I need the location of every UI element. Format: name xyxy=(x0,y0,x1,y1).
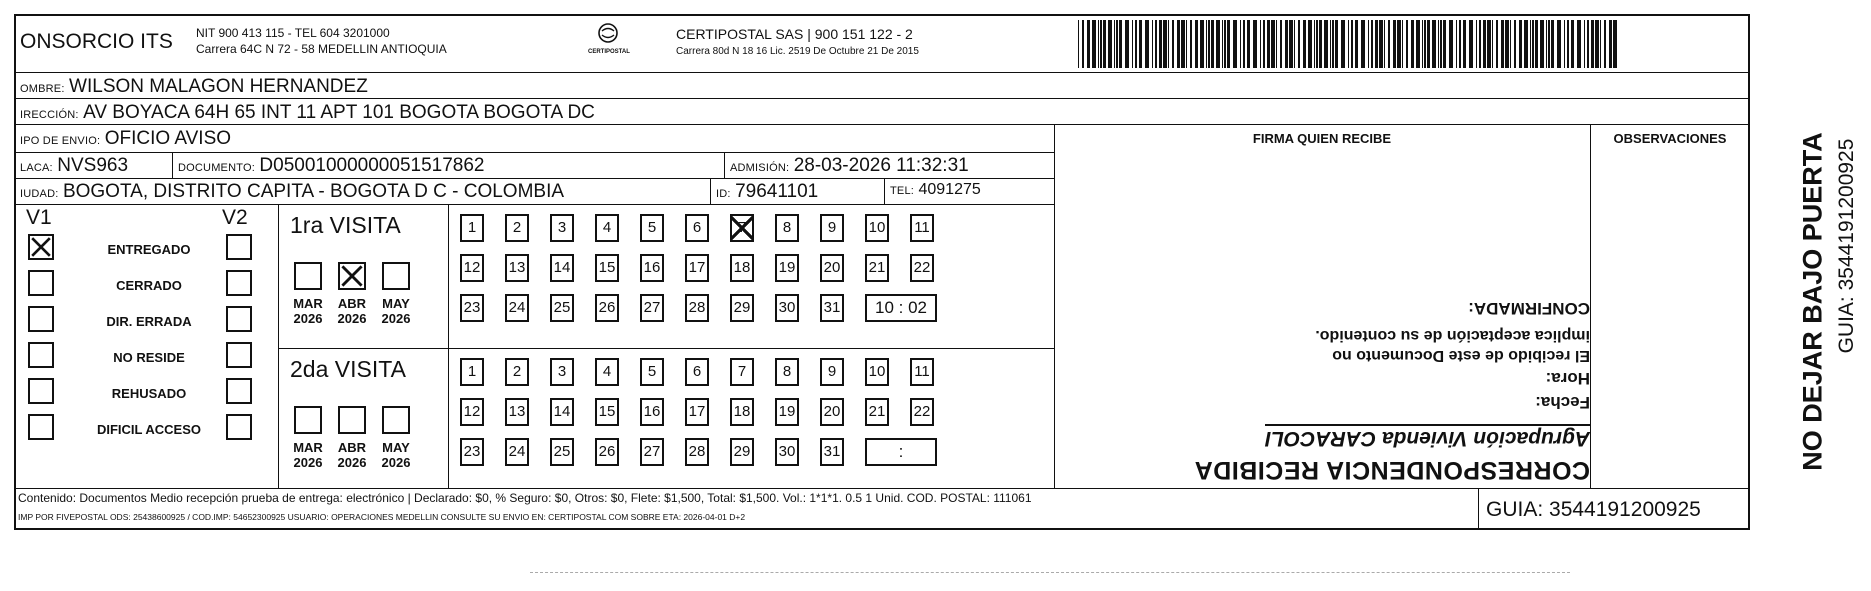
visita2-title: 2da VISITA xyxy=(290,356,406,382)
month-label xyxy=(378,440,414,470)
month-year: 2026 xyxy=(337,455,367,470)
day-box[interactable]: 15 xyxy=(595,254,619,282)
day-box[interactable]: 3 xyxy=(550,214,574,242)
barcode-bar xyxy=(1271,20,1275,68)
barcode-bar xyxy=(1172,20,1174,68)
day-box[interactable]: 23 xyxy=(460,294,484,322)
barcode-bar xyxy=(1397,20,1401,68)
barcode-bar xyxy=(1152,20,1153,68)
barcode-bar xyxy=(1510,20,1511,68)
barcode-bar xyxy=(1240,20,1241,68)
barcode-bar xyxy=(1087,20,1090,68)
barcode-bar xyxy=(1540,20,1544,68)
barcode-bar xyxy=(1303,20,1306,68)
day-box[interactable]: 11 xyxy=(910,358,934,386)
barcode-bar xyxy=(1595,20,1599,68)
stamp-note2: implica aceptación de su contenido. xyxy=(1315,327,1590,344)
barcode-bar xyxy=(1243,20,1245,68)
v1-checkbox[interactable] xyxy=(28,306,54,332)
month-year: 2026 xyxy=(293,311,323,326)
barcode-bar xyxy=(1476,20,1477,68)
day-box[interactable]: 22 xyxy=(910,398,934,426)
placa-row xyxy=(20,155,128,177)
month-checkbox[interactable] xyxy=(338,406,366,434)
footer-guia: GUIA: 3544191200925 xyxy=(1486,498,1701,521)
barcode-bar xyxy=(1100,20,1102,68)
company-nit: NIT 900 413 115 - TEL 604 3201000 xyxy=(196,26,390,40)
barcode-bar xyxy=(1159,20,1162,68)
day-box[interactable]: 9 xyxy=(820,214,844,242)
day-box[interactable]: 1 xyxy=(460,358,484,386)
nombre-value: WILSON MALAGON HERNANDEZ xyxy=(69,76,368,97)
barcode-bar xyxy=(1432,20,1436,68)
day-box[interactable]: 30 xyxy=(775,294,799,322)
status-label: ENTREGADO xyxy=(107,242,191,257)
day-box[interactable]: 5 xyxy=(640,358,664,386)
id-row xyxy=(716,181,818,203)
barcode-bar xyxy=(1505,20,1509,68)
documento-row xyxy=(178,155,484,177)
barcode-bar xyxy=(1577,20,1581,68)
tipo-envio-row xyxy=(20,128,231,150)
placa-value: NVS963 xyxy=(57,155,129,176)
barcode-bar xyxy=(1319,20,1322,68)
barcode-bar xyxy=(1492,20,1493,68)
barcode-bar xyxy=(1411,20,1414,68)
month-label xyxy=(290,440,326,470)
day-box[interactable]: 24 xyxy=(505,438,529,466)
tipo-envio-value: OFICIO AVISO xyxy=(104,128,232,149)
tear-line xyxy=(530,572,1570,573)
day-box[interactable]: 13 xyxy=(505,398,529,426)
day-box[interactable]: 10 xyxy=(865,358,889,386)
barcode-bar xyxy=(1263,20,1265,68)
barcode-bar xyxy=(1260,20,1261,68)
barcode-bar xyxy=(1332,20,1334,68)
day-box[interactable]: 26 xyxy=(595,438,619,466)
barcode-bar xyxy=(1424,20,1426,68)
month-name: MAY xyxy=(382,296,410,311)
barcode-bar xyxy=(1177,20,1180,68)
day-box[interactable]: 14 xyxy=(550,254,574,282)
barcode-bar xyxy=(1324,20,1328,68)
barcode-bar xyxy=(1496,20,1498,68)
barcode-bar xyxy=(1181,20,1185,68)
no-dejar-bajo-puerta: NO DEJAR BAJO PUERTA xyxy=(1797,132,1828,471)
day-box[interactable]: 16 xyxy=(640,254,664,282)
day-box[interactable]: 4 xyxy=(595,214,619,242)
barcode-bar xyxy=(1078,20,1079,68)
month-year: 2026 xyxy=(293,455,323,470)
ciudad-row xyxy=(20,181,564,203)
v2-checkbox[interactable] xyxy=(226,270,252,296)
barcode-bar xyxy=(1227,20,1230,68)
day-box[interactable]: 29 xyxy=(730,294,754,322)
month-checkbox[interactable] xyxy=(294,406,322,434)
observaciones-header: OBSERVACIONES xyxy=(1613,131,1727,146)
month-name: ABR xyxy=(337,440,367,455)
barcode-bar xyxy=(1195,20,1198,68)
status-label: DIFICIL ACCESO xyxy=(96,422,201,437)
time-box[interactable]: 10 : 02 xyxy=(865,294,937,322)
month-year: 2026 xyxy=(337,311,367,326)
certipostal-logo xyxy=(588,22,628,55)
day-box[interactable]: 12 xyxy=(460,398,484,426)
barcode-bar xyxy=(1524,20,1528,68)
day-box[interactable]: 4 xyxy=(595,358,619,386)
day-box[interactable]: 8 xyxy=(775,214,799,242)
barcode-bar xyxy=(1443,20,1446,68)
courier-name: CERTIPOSTAL SAS | 900 151 122 - 2 xyxy=(676,26,913,42)
barcode-bar xyxy=(1294,20,1295,68)
barcode-bar xyxy=(1440,20,1442,68)
barcode-bar xyxy=(1224,20,1226,68)
stamp-title: CORRESPONDENCIA RECIBIDA xyxy=(1194,456,1590,484)
barcode-bar xyxy=(1119,20,1122,68)
time-box[interactable]: : xyxy=(865,438,937,466)
month-checkbox[interactable] xyxy=(338,262,366,290)
barcode-bar xyxy=(1551,20,1554,68)
nombre-label: OMBRE: xyxy=(20,83,65,95)
barcode-bar xyxy=(1125,20,1129,68)
day-box[interactable]: 25 xyxy=(550,294,574,322)
id-label: ID: xyxy=(716,188,731,200)
barcode-bar xyxy=(1371,20,1373,68)
v1-checkbox[interactable] xyxy=(28,378,54,404)
barcode-bar xyxy=(1316,20,1318,68)
v1-checkbox[interactable] xyxy=(28,234,54,260)
barcode-bar xyxy=(1483,20,1486,68)
firma-header: FIRMA QUIEN RECIBE xyxy=(1252,131,1392,146)
day-box[interactable]: 11 xyxy=(910,214,934,242)
barcode-bar xyxy=(1546,20,1547,68)
barcode-bar xyxy=(1145,20,1149,68)
barcode-bar xyxy=(1247,20,1250,68)
visita1-title: 1ra VISITA xyxy=(290,212,401,238)
barcode-bar xyxy=(1402,20,1403,68)
barcode-bar xyxy=(1314,20,1315,68)
day-box[interactable]: 17 xyxy=(685,398,709,426)
day-box[interactable]: 21 xyxy=(865,398,889,426)
placa-label: LACA: xyxy=(20,162,53,174)
day-box[interactable]: 27 xyxy=(640,438,664,466)
barcode-bar xyxy=(1098,20,1099,68)
barcode-bar xyxy=(1384,20,1385,68)
barcode-bar xyxy=(1368,20,1369,68)
month-name: ABR xyxy=(337,296,367,311)
barcode-bar xyxy=(1469,20,1473,68)
barcode-bar xyxy=(1163,20,1167,68)
admision-value: 28-03-2026 11:32:31 xyxy=(793,155,969,176)
v2-checkbox[interactable] xyxy=(226,306,252,332)
month-checkbox[interactable] xyxy=(294,262,322,290)
barcode-bar xyxy=(1532,20,1534,68)
stamp-fecha: Fecha: xyxy=(1535,393,1590,412)
month-name: MAR xyxy=(293,296,323,311)
status-label: DIR. ERRADA xyxy=(106,314,192,329)
barcode-bar xyxy=(1388,20,1390,68)
day-box[interactable]: 7 xyxy=(730,358,754,386)
stamp-note1: El recibido de este Documento no xyxy=(1332,347,1590,364)
tel-value: 4091275 xyxy=(918,181,981,198)
day-box[interactable]: 9 xyxy=(820,358,844,386)
barcode-bar xyxy=(1190,20,1192,68)
barcode-bar xyxy=(1289,20,1293,68)
barcode-bar xyxy=(1298,20,1300,68)
barcode-bar xyxy=(1092,20,1096,68)
barcode-bar xyxy=(1567,20,1569,68)
documento-label: DOCUMENTO: xyxy=(178,162,255,174)
barcode-bar xyxy=(1211,20,1214,68)
direccion-label: IRECCIÓN: xyxy=(20,109,79,121)
barcode-bar xyxy=(1587,20,1589,68)
stamp-company: Agrupación Vivienda CARACOLI xyxy=(1265,424,1590,450)
day-box[interactable]: 21 xyxy=(865,254,889,282)
courier-address: Carrera 80d N 18 16 Lic. 2519 De Octubre 21 De 2015 xyxy=(676,46,919,57)
barcode xyxy=(1078,20,1618,68)
barcode-bar xyxy=(1253,20,1257,68)
v2-label: V2 xyxy=(222,206,248,229)
v2-checkbox[interactable] xyxy=(226,378,252,404)
barcode-bar xyxy=(1348,20,1349,68)
admision-row xyxy=(730,155,969,177)
barcode-bar xyxy=(1604,20,1606,68)
nombre-row xyxy=(20,76,368,98)
reception-stamp xyxy=(1070,292,1590,484)
barcode-bar xyxy=(1479,20,1481,68)
status-label: CERRADO xyxy=(116,278,182,293)
barcode-bar xyxy=(1514,20,1516,68)
barcode-bar xyxy=(1285,20,1288,68)
documento-value: D05001000000051517862 xyxy=(259,155,485,176)
day-box[interactable]: 23 xyxy=(460,438,484,466)
day-box[interactable]: 2 xyxy=(505,358,529,386)
day-box[interactable]: 15 xyxy=(595,398,619,426)
barcode-bar xyxy=(1375,20,1378,68)
barcode-bar xyxy=(1351,20,1353,68)
month-label xyxy=(334,440,370,470)
month-name: MAY xyxy=(382,440,410,455)
barcode-bar xyxy=(1216,20,1220,68)
ciudad-label: IUDAD: xyxy=(20,188,59,200)
day-box[interactable]: 24 xyxy=(505,294,529,322)
barcode-bar xyxy=(1330,20,1331,68)
day-box[interactable]: 30 xyxy=(775,438,799,466)
barcode-bar xyxy=(1361,20,1365,68)
v1-checkbox[interactable] xyxy=(28,414,54,440)
day-box[interactable]: 5 xyxy=(640,214,664,242)
barcode-bar xyxy=(1438,20,1439,68)
logo-caption: CERTIPOSTAL xyxy=(588,49,630,55)
barcode-bar xyxy=(1501,20,1504,68)
barcode-bar xyxy=(1208,20,1210,68)
month-checkbox[interactable] xyxy=(382,262,410,290)
barcode-bar xyxy=(1168,20,1169,68)
day-box[interactable]: 28 xyxy=(685,294,709,322)
barcode-bar xyxy=(1406,20,1408,68)
day-box[interactable]: 2 xyxy=(505,214,529,242)
direccion-row xyxy=(20,102,595,124)
day-box[interactable] xyxy=(730,214,754,242)
day-box[interactable]: 19 xyxy=(775,398,799,426)
barcode-bar xyxy=(1308,20,1312,68)
side-guia-text: GUIA: 3544191200925 xyxy=(1835,138,1858,354)
certipostal-logo-icon xyxy=(595,22,621,44)
day-box[interactable]: 28 xyxy=(685,438,709,466)
direccion-value: AV BOYACA 64H 65 INT 11 APT 101 BOGOTA BOGOTA DC xyxy=(83,102,595,123)
barcode-bar xyxy=(1609,20,1612,68)
day-box[interactable]: 27 xyxy=(640,294,664,322)
tel-row xyxy=(890,181,981,199)
barcode-bar xyxy=(1557,20,1561,68)
barcode-bar xyxy=(1267,20,1270,68)
barcode-bar xyxy=(1564,20,1565,68)
month-label xyxy=(334,296,370,326)
barcode-bar xyxy=(1456,20,1457,68)
day-box[interactable]: 22 xyxy=(910,254,934,282)
footer-contenido: Contenido: Documentos Medio recepción prueba de entrega: electrónico | Declarado: $0, % Seguro: $0, Otros: $0, Flete: $1,500, Total: $1,500. Vol.: 1*1*1. 0.5 1 Unid. COD. POSTAL: 111061 xyxy=(18,491,1032,505)
barcode-bar xyxy=(1132,20,1133,68)
barcode-bar xyxy=(1206,20,1207,68)
barcode-bar xyxy=(1427,20,1430,68)
barcode-bar xyxy=(1393,20,1396,68)
id-value: 79641101 xyxy=(735,181,819,202)
day-box[interactable]: 14 xyxy=(550,398,574,426)
company-name: ONSORCIO ITS xyxy=(20,30,173,53)
day-box[interactable]: 17 xyxy=(685,254,709,282)
day-box[interactable]: 16 xyxy=(640,398,664,426)
status-label: REHUSADO xyxy=(111,386,187,401)
day-box[interactable]: 6 xyxy=(685,214,709,242)
barcode-bar xyxy=(1155,20,1157,68)
day-box[interactable]: 12 xyxy=(460,254,484,282)
barcode-bar xyxy=(1186,20,1187,68)
month-label xyxy=(378,296,414,326)
ciudad-value: BOGOTA, DISTRITO CAPITA - BOGOTA D C - COLOMBIA xyxy=(62,181,565,202)
tel-label: TEL: xyxy=(890,185,915,197)
barcode-bar xyxy=(1341,20,1345,68)
v2-checkbox[interactable] xyxy=(226,414,252,440)
barcode-bar xyxy=(1487,20,1491,68)
day-box[interactable]: 18 xyxy=(730,398,754,426)
barcode-bar xyxy=(1591,20,1594,68)
day-box[interactable]: 19 xyxy=(775,254,799,282)
barcode-bar xyxy=(1571,20,1574,68)
day-box[interactable]: 1 xyxy=(460,214,484,242)
status-label: NO RESIDE xyxy=(113,350,185,365)
day-box[interactable]: 31 xyxy=(820,294,844,322)
month-name: MAR xyxy=(293,440,323,455)
barcode-bar xyxy=(1584,20,1585,68)
barcode-bar xyxy=(1280,20,1282,68)
barcode-bar xyxy=(1379,20,1383,68)
day-box[interactable]: 26 xyxy=(595,294,619,322)
barcode-bar xyxy=(1135,20,1137,68)
admision-label: ADMISIÓN: xyxy=(730,162,790,174)
barcode-bar xyxy=(1519,20,1522,68)
month-year: 2026 xyxy=(381,311,411,326)
day-box[interactable]: 29 xyxy=(730,438,754,466)
v2-checkbox[interactable] xyxy=(226,342,252,368)
barcode-bar xyxy=(1139,20,1142,68)
day-box[interactable]: 20 xyxy=(820,254,844,282)
month-year: 2026 xyxy=(381,455,411,470)
barcode-bar xyxy=(1459,20,1461,68)
day-box[interactable]: 3 xyxy=(550,358,574,386)
v1-checkbox[interactable] xyxy=(28,270,54,296)
barcode-bar xyxy=(1416,20,1420,68)
day-number: 7 xyxy=(737,219,747,236)
barcode-bar xyxy=(1108,20,1112,68)
barcode-bar xyxy=(1548,20,1550,68)
barcode-bar xyxy=(1449,20,1453,68)
v1-label: V1 xyxy=(26,206,52,229)
barcode-bar xyxy=(1535,20,1538,68)
day-box[interactable]: 6 xyxy=(685,358,709,386)
company-address: Carrera 64C N 72 - 58 MEDELLIN ANTIOQUIA xyxy=(196,42,447,56)
tipo-envio-label: IPO DE ENVIO: xyxy=(20,135,101,147)
day-box[interactable]: 31 xyxy=(820,438,844,466)
stamp-confirmada: CONFIRMADA: xyxy=(1468,299,1590,318)
barcode-bar xyxy=(1103,20,1106,68)
barcode-bar xyxy=(1600,20,1601,68)
day-box[interactable]: 13 xyxy=(505,254,529,282)
barcode-bar xyxy=(1463,20,1466,68)
barcode-bar xyxy=(1422,20,1423,68)
day-box[interactable]: 8 xyxy=(775,358,799,386)
day-box[interactable]: 25 xyxy=(550,438,574,466)
barcode-bar xyxy=(1200,20,1204,68)
stamp-hora: Hora: xyxy=(1545,369,1590,388)
barcode-bar xyxy=(1530,20,1531,68)
day-box[interactable]: 18 xyxy=(730,254,754,282)
month-label xyxy=(290,296,326,326)
day-box[interactable]: 20 xyxy=(820,398,844,426)
barcode-bar xyxy=(1116,20,1118,68)
month-checkbox[interactable] xyxy=(382,406,410,434)
barcode-bar xyxy=(1335,20,1338,68)
footer-imp: IMP POR FIVEPOSTAL ODS: 25438600925 / COD.IMP: 54652300925 USUARIO: OPERACIONES MEDELLIN CONSULTE SU ENVIO EN: CERTIPOSTAL COM SOBRE ETA: 2026-04-01 D+2 xyxy=(18,512,746,522)
v2-checkbox[interactable] xyxy=(226,234,252,260)
barcode-bar xyxy=(1114,20,1115,68)
barcode-bar xyxy=(1233,20,1237,68)
barcode-bar xyxy=(1355,20,1358,68)
barcode-bar xyxy=(1222,20,1223,68)
day-box[interactable]: 10 xyxy=(865,214,889,242)
barcode-bar xyxy=(1082,20,1084,68)
barcode-bar xyxy=(1276,20,1277,68)
barcode-bar xyxy=(1613,20,1617,68)
v1-checkbox[interactable] xyxy=(28,342,54,368)
